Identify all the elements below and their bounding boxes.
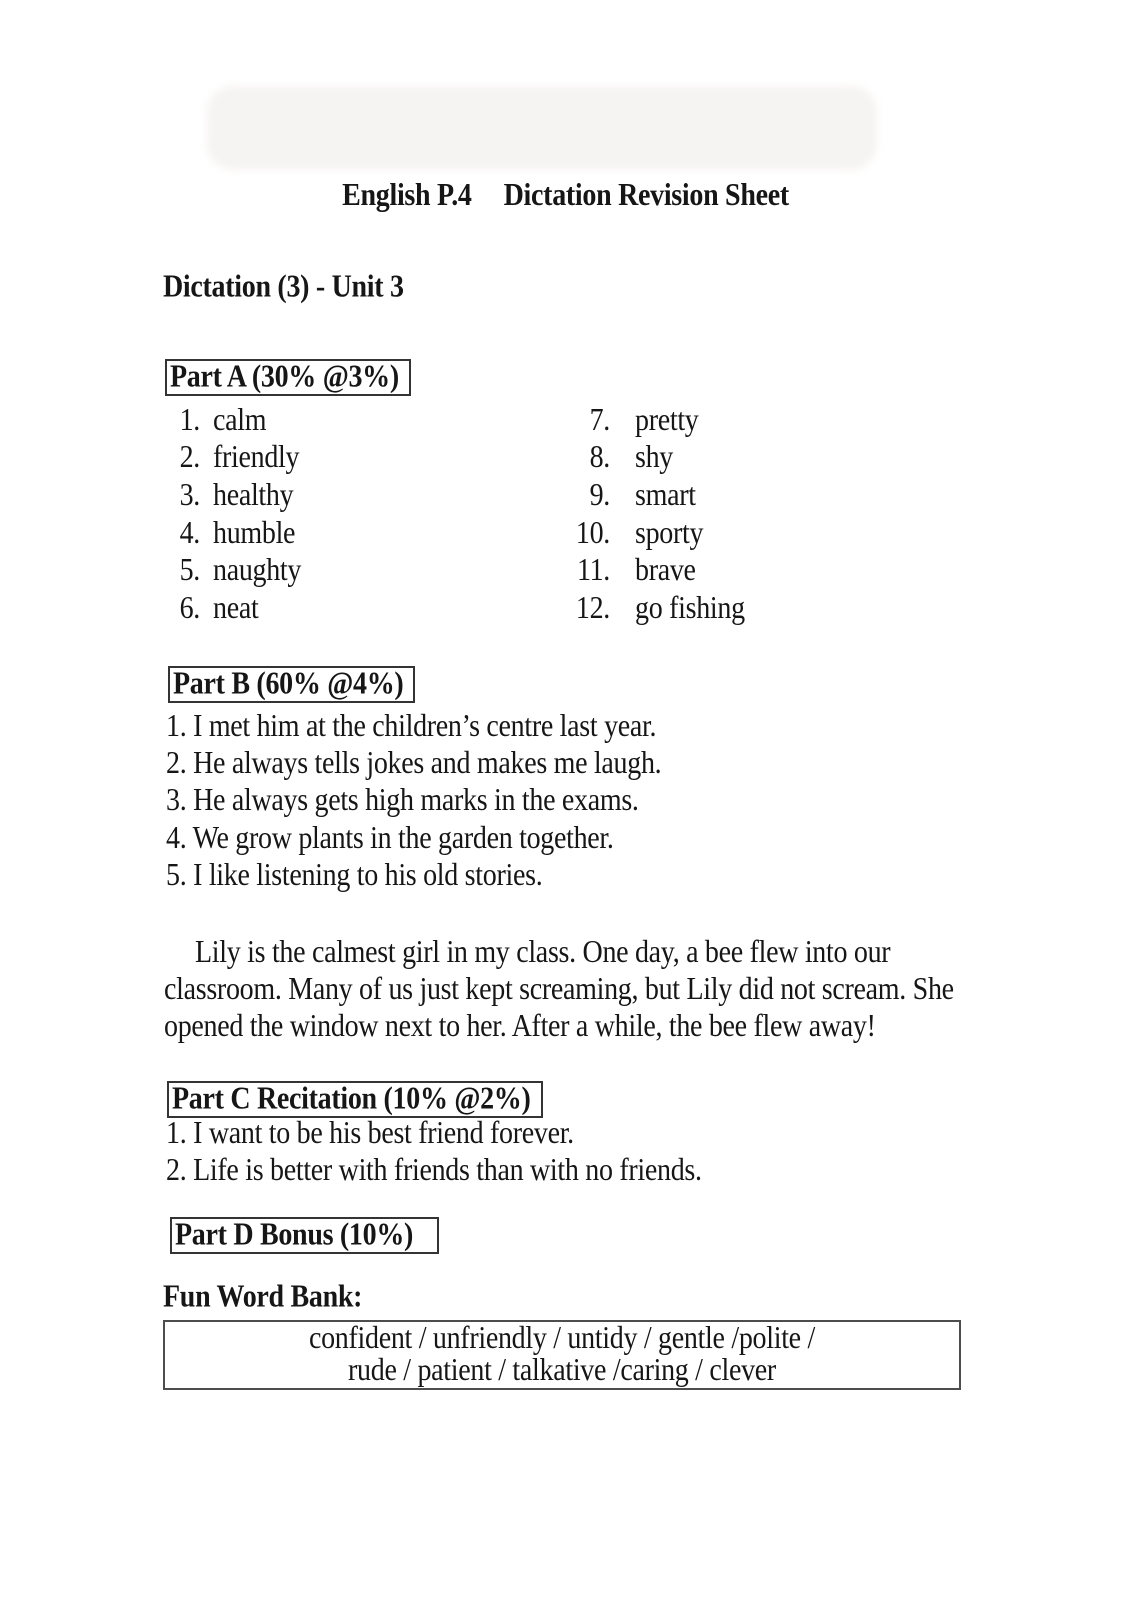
sentence-item: 3. He always gets high marks in the exams. [166,783,639,819]
sentence-item: 4. We grow plants in the garden together. [166,820,614,857]
page-title-course: English P.4 [342,177,472,214]
item-word: smart [635,477,696,514]
part-a-word-list-column-2 [545,402,745,628]
list-item [545,590,745,628]
story-line: classroom. Many of us just kept screaming, but Lily did not scream. She [164,971,954,1008]
list-item [170,590,301,628]
item-number: 3. [179,477,200,514]
sentence-item: 1. I want to be his best friend forever. [166,1115,574,1152]
sentence-item: 2. Life is better with friends than with no friends. [166,1152,702,1188]
part-b-sentence-list [166,708,661,895]
part-a-heading: Part A (30% @3%) [165,359,411,396]
item-number: 7. [589,402,610,439]
item-word: go fishing [635,590,745,627]
list-item [170,552,301,590]
item-number: 10. [575,515,610,551]
item-number: 5. [179,552,200,589]
list-item [545,552,745,590]
page-title [0,177,1131,214]
sentence-item: 5. I like listening to his old stories. [166,857,543,894]
page-title-doc: Dictation Revision Sheet [503,177,789,214]
item-word: humble [213,515,296,551]
story-line: opened the window next to her. After a while, the bee flew away! [164,1008,876,1045]
item-number: 9. [589,477,610,514]
item-number: 8. [589,439,610,476]
item-number: 6. [179,590,200,627]
list-item [170,515,301,553]
item-word: healthy [213,477,294,514]
item-word: neat [213,590,259,627]
list-item [170,440,301,478]
part-c-heading: Part C Recitation (10% @2%) [167,1081,543,1118]
list-item [170,477,301,515]
part-a-word-list-column-1 [170,402,301,628]
item-word: friendly [213,439,300,476]
item-word: pretty [635,402,699,439]
word-bank-line: rude / patient / talkative /caring / clever [348,1352,776,1389]
item-word: calm [213,402,267,439]
item-number: 12. [575,590,610,627]
sentence-item: 1. I met him at the children’s centre last year. [166,708,657,744]
item-number: 4. [179,515,200,551]
word-bank-label: Fun Word Bank: [163,1278,363,1315]
list-item [545,477,745,515]
sentence-item: 2. He always tells jokes and makes me laugh. [166,745,662,782]
story-paragraph [164,934,954,1046]
item-number: 11. [576,552,610,589]
part-c-sentence-list [166,1116,702,1189]
list-item [545,515,745,553]
item-number: 2. [179,439,200,476]
item-word: naughty [213,552,302,589]
item-word: brave [635,552,696,589]
list-item [545,440,745,478]
list-item [545,402,745,440]
list-item [170,402,301,440]
story-line: Lily is the calmest girl in my class. One day, a bee flew into our [195,934,891,970]
item-word: shy [635,439,673,476]
redacted-school-header-area [207,86,877,170]
part-d-heading: Part D Bonus (10%) [170,1217,439,1254]
item-word: sporty [635,515,704,551]
word-bank-box [163,1320,961,1390]
part-b-heading: Part B (60% @4%) [168,666,415,703]
dictation-unit-subtitle: Dictation (3) - Unit 3 [163,268,404,305]
item-number: 1. [179,402,200,439]
word-bank-line: confident / unfriendly / untidy / gentle /polite / [308,1320,815,1357]
